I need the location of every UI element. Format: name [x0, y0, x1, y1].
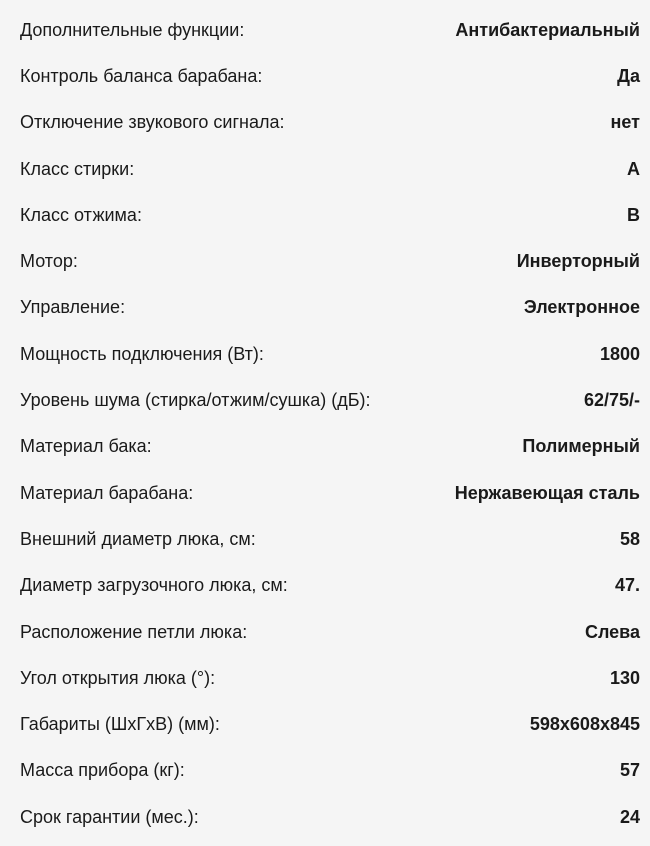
spec-label: Диаметр загрузочного люка, см:	[20, 575, 288, 596]
spec-value: B	[627, 204, 640, 225]
spec-value: 58	[619, 528, 640, 549]
spec-label: Контроль баланса барабана:	[20, 65, 263, 86]
spec-label: Класс отжима:	[20, 204, 142, 225]
spec-label: Управление:	[20, 297, 126, 318]
spec-value: Полимерный	[522, 436, 640, 457]
spec-row-door-opening-angle	[20, 655, 640, 701]
spec-value: 1800	[599, 343, 640, 364]
spec-label: Масса прибора (кг):	[20, 760, 185, 781]
spec-value: 57	[619, 760, 640, 781]
spec-row-motor	[20, 238, 640, 284]
spec-row-drum-balance	[20, 53, 640, 99]
spec-label: Срок гарантии (мес.):	[20, 806, 199, 827]
spec-label: Класс стирки:	[20, 158, 135, 179]
spec-row-extra-functions	[20, 7, 640, 53]
spec-value: Инверторный	[516, 251, 640, 272]
spec-label: Уровень шума (стирка/отжим/сушка) (дБ):	[20, 390, 371, 411]
spec-value: Да	[617, 65, 640, 86]
spec-label: Расположение петли люка:	[20, 621, 248, 642]
spec-label: Мотор:	[20, 251, 78, 272]
spec-row-door-outer-diameter	[20, 516, 640, 562]
spec-value: Нержавеющая сталь	[454, 482, 640, 503]
spec-row-hinge-position	[20, 609, 640, 655]
spec-value: A	[627, 158, 640, 179]
spec-label: Материал бака:	[20, 436, 152, 457]
spec-row-spin-class	[20, 192, 640, 238]
spec-value: Антибактериальный	[455, 19, 640, 40]
spec-row-power	[20, 331, 640, 377]
spec-value: 24	[619, 806, 640, 827]
spec-row-loading-door-diameter	[20, 563, 640, 609]
spec-label: Внешний диаметр люка, см:	[20, 528, 256, 549]
spec-label: Дополнительные функции:	[20, 19, 245, 40]
spec-value: Слева	[584, 621, 640, 642]
spec-label: Габариты (ШхГхВ) (мм):	[20, 714, 220, 735]
spec-row-weight	[20, 748, 640, 794]
spec-label: Материал барабана:	[20, 482, 194, 503]
spec-row-control	[20, 285, 640, 331]
spec-value: Электронное	[523, 297, 640, 318]
spec-value: 130	[609, 667, 640, 688]
spec-label: Угол открытия люка (°):	[20, 667, 216, 688]
spec-row-drum-material	[20, 470, 640, 516]
spec-row-tank-material	[20, 424, 640, 470]
spec-value: 62/75/-	[583, 390, 640, 411]
spec-value: 47.	[614, 575, 640, 596]
spec-value: нет	[610, 112, 640, 133]
spec-row-warranty	[20, 794, 640, 840]
spec-row-wash-class	[20, 146, 640, 192]
spec-value: 598x608x845	[529, 714, 640, 735]
spec-row-noise-level	[20, 377, 640, 423]
spec-row-dimensions	[20, 701, 640, 747]
spec-label: Отключение звукового сигнала:	[20, 112, 285, 133]
spec-row-sound-off	[20, 100, 640, 146]
spec-label: Мощность подключения (Вт):	[20, 343, 264, 364]
